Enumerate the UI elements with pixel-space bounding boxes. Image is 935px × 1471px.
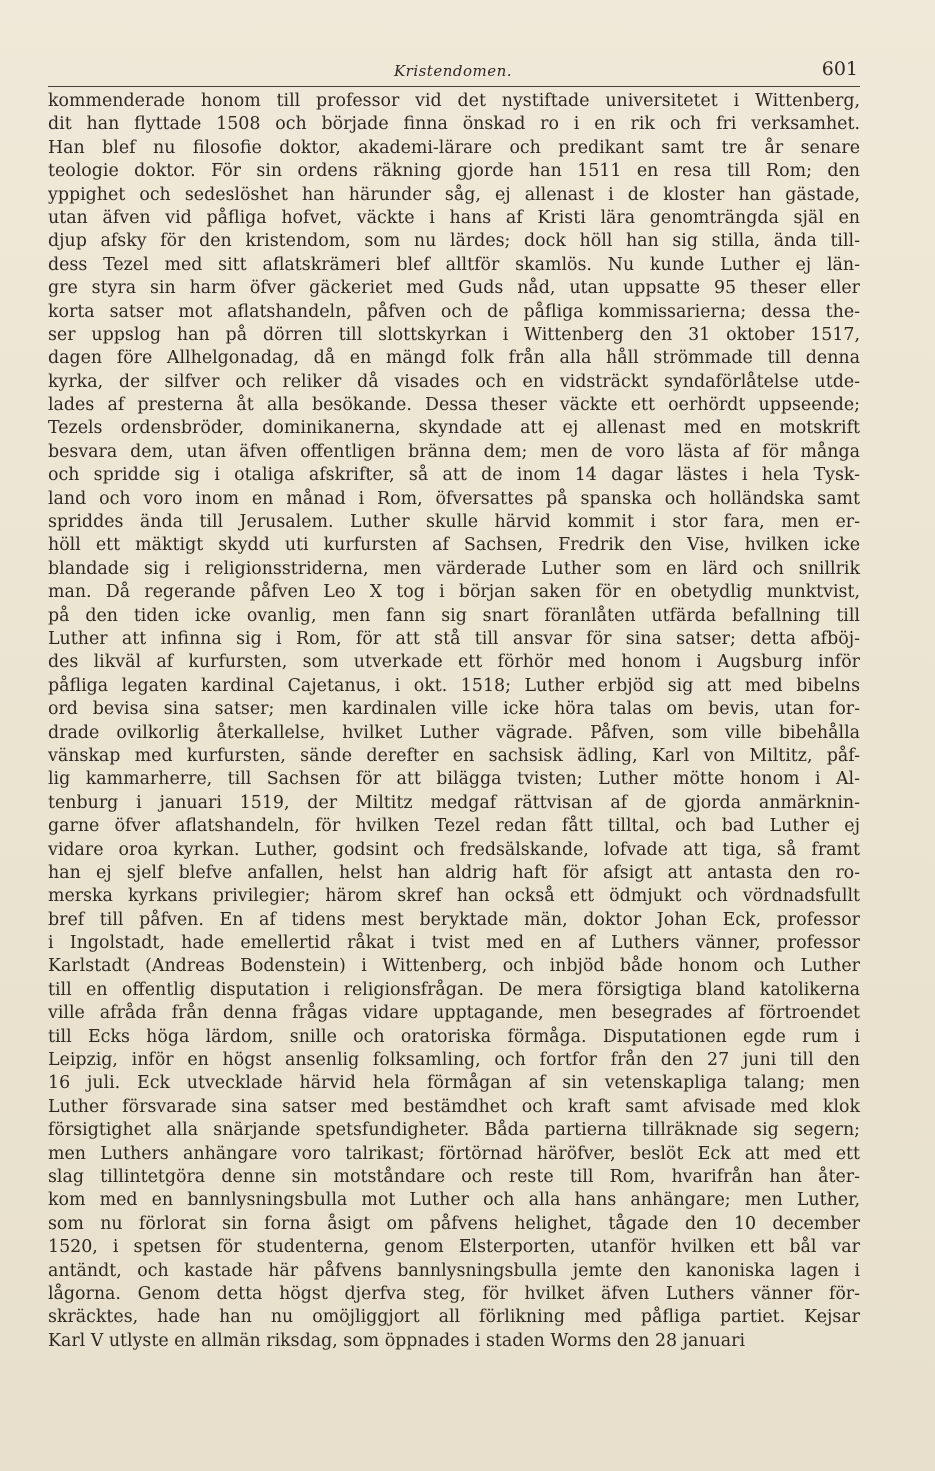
text-line: dess Tezel med sitt aflatskrämeri blef alltför skamlös. Nu kunde Luther ej län- (48, 254, 860, 275)
body-text (48, 90, 860, 1353)
text-line: merska kyrkans privilegier; härom skref han också ett ödmjukt och vördnadsfullt (48, 886, 860, 907)
text-line: i Ingolstadt, hade emellertid råkat i tvist med en af Luthers vänner, professor (48, 933, 860, 954)
text-line: garne öfver aflatshandeln, för hvilken Tezel redan fått tilltal, och bad Luther ej (48, 816, 860, 837)
text-line: Karlstadt (Andreas Bodenstein) i Wittenberg, och inbjöd både honom och Luther (48, 956, 860, 977)
text-line: men Luthers anhängare voro talrikast; förtörnad häröfver, beslöt Eck att med ett (48, 1143, 860, 1164)
text-line: skräcktes, hade han nu omöjliggjort all förlikning med påfliga partiet. Kejsar (48, 1307, 860, 1328)
text-line: Han blef nu filosofie doktor, akademi-lärare och predikant samt tre år senare (48, 137, 860, 158)
text-line: Leipzig, inför en högst ansenlig folksamling, och fortfor från den 27 juni till den (48, 1050, 860, 1071)
text-line: tenburg i januari 1519, der Miltitz medgaf rättvisan af de gjorda anmärknin- (48, 792, 860, 813)
text-line: antändt, och kastade här påfvens bannlysningsbulla jemte den kanoniska lagen i (48, 1260, 860, 1281)
text-line: 16 juli. Eck utvecklade härvid hela förmågan af sin vetenskapliga talang; men (48, 1073, 860, 1094)
text-line: Luther försvarade sina satser med bestämdhet och kraft samt afvisade med klok (48, 1096, 860, 1117)
header-rule (48, 86, 860, 87)
text-line: lades af presterna åt alla besökande. Dessa theser väckte ett oerhördt uppseende; (48, 395, 860, 416)
text-line: drade ovilkorlig återkallelse, hvilket Luther vägrade. Påfven, som ville bibehålla (48, 722, 860, 743)
text-line: korta satser mot aflatshandeln, påfven och de påfliga kommissarierna; dessa the- (48, 301, 860, 322)
text-line: vänskap med kurfursten, sände derefter en sachsisk ädling, Karl von Miltitz, påf- (48, 745, 860, 766)
text-line: till en offentlig disputation i religionsfrågan. De mera försigtiga bland katolikerna (48, 979, 860, 1000)
text-line: lågorna. Genom detta högst djerfva steg, för hvilket äfven Luthers vänner för- (48, 1283, 860, 1304)
text-line: som nu förlorat sin forna åsigt om påfvens helighet, tågade den 10 december (48, 1213, 860, 1234)
text-line: Tezels ordensbröder, dominikanerna, skyndade att ej allenast med en motskrift (48, 418, 860, 439)
text-line: och spridde sig i otaliga afskrifter, så att de inom 14 dagar lästes i hela Tysk- (48, 465, 860, 486)
text-line: Karl V utlyste en allmän riksdag, som öppnades i staden Worms den 28 januari (48, 1330, 746, 1351)
text-line: djup afsky för den kristendom, som nu lärdes; dock höll han sig stilla, ända till- (48, 231, 860, 252)
text-line: slag tillintetgöra denne sin motståndare och reste till Rom, hvarifrån han åter- (48, 1166, 860, 1187)
text-line: gre styra sin harm öfver gäckeriet med Guds nåd, utan uppsatte 95 theser eller (48, 278, 860, 299)
text-line: vidare oroa kyrkan. Luther, godsint och fredsälskande, lofvade att tiga, så framt (48, 839, 860, 860)
page-header (48, 58, 858, 86)
page-number: 601 (821, 58, 858, 80)
text-line: höll ett mäktigt skydd uti kurfursten af Sachsen, Fredrik den Vise, hvilken icke (48, 535, 860, 556)
text-line: besvara dem, utan äfven offentligen bränna dem; men de voro lästa af för många (48, 441, 860, 462)
text-line: utan äfven vid påfliga hofvet, väckte i hans af Kristi lära genomträngda själ en (48, 207, 860, 228)
text-line: teologie doktor. För sin ordens räkning gjorde han 1511 en resa till Rom; den (48, 161, 860, 182)
text-line: dit han flyttade 1508 och började finna önskad ro i en rik och fri verksamhet. (48, 114, 860, 135)
text-line: försigtighet alla snärjande spetsfundigheter. Båda partierna tillräknade sig segern; (48, 1120, 860, 1141)
text-line: blandade sig i religionsstriderna, men värderade Luther som en lärd och snillrik (48, 558, 860, 579)
text-line: han ej sjelf blefve anfallen, helst han aldrig haft för afsigt att antasta den ro- (48, 862, 860, 883)
text-line: des likväl af kurfursten, som utverkade ett förhör med honom i Augsburg inför (48, 652, 860, 673)
text-line: kyrka, der silfver och reliker då visades och en vidsträckt syndaförlåtelse utde- (48, 371, 860, 392)
text-line: ville afråda från denna frågas vidare upptagande, men besegrades af förtroendet (48, 1003, 860, 1024)
text-line: land och voro inom en månad i Rom, öfversattes på spanska och holländska samt (48, 488, 860, 509)
running-title: Kristendomen. (393, 62, 513, 80)
text-line: 1520, i spetsen för studenterna, genom Elsterporten, utanför hvilken ett bål var (48, 1237, 860, 1258)
text-line: spriddes ända till Jerusalem. Luther skulle härvid kommit i stor fara, men er- (48, 512, 860, 533)
text-line: på den tiden icke ovanlig, men fann sig snart föranlåten utfärda befallning till (48, 605, 860, 626)
text-line: lig kammarherre, till Sachsen för att bilägga tvisten; Luther mötte honom i Al- (48, 769, 860, 790)
text-line: man. Då regerande påfven Leo X tog i början saken för en obetydlig munktvist, (48, 582, 860, 603)
text-line: ser uppslog han på dörren till slottskyrkan i Wittenberg den 31 oktober 1517, (48, 324, 860, 345)
text-line: bref till påfven. En af tidens mest beryktade män, doktor Johan Eck, professor (48, 909, 860, 930)
text-line: kom med en bannlysningsbulla mot Luther och alla hans anhängare; men Luther, (48, 1190, 860, 1211)
text-line: påfliga legaten kardinal Cajetanus, i okt. 1518; Luther erbjöd sig att med bibelns (48, 675, 860, 696)
text-line: till Ecks höga lärdom, snille och oratoriska förmåga. Disputationen egde rum i (48, 1026, 860, 1047)
text-line: ord bevisa sina satser; men kardinalen ville icke höra talas om bevis, utan for- (48, 699, 860, 720)
text-line: Luther att infinna sig i Rom, för att stå till ansvar för sina satser; detta afböj- (48, 628, 860, 649)
text-line: kommenderade honom till professor vid det nystiftade universitetet i Wittenberg, (48, 91, 860, 111)
text-line: yppighet och sedeslöshet han härunder såg, ej allenast i de kloster han gästade, (48, 184, 860, 205)
text-line: dagen före Allhelgonadag, då en mängd folk från alla håll strömmade till denna (48, 348, 860, 369)
